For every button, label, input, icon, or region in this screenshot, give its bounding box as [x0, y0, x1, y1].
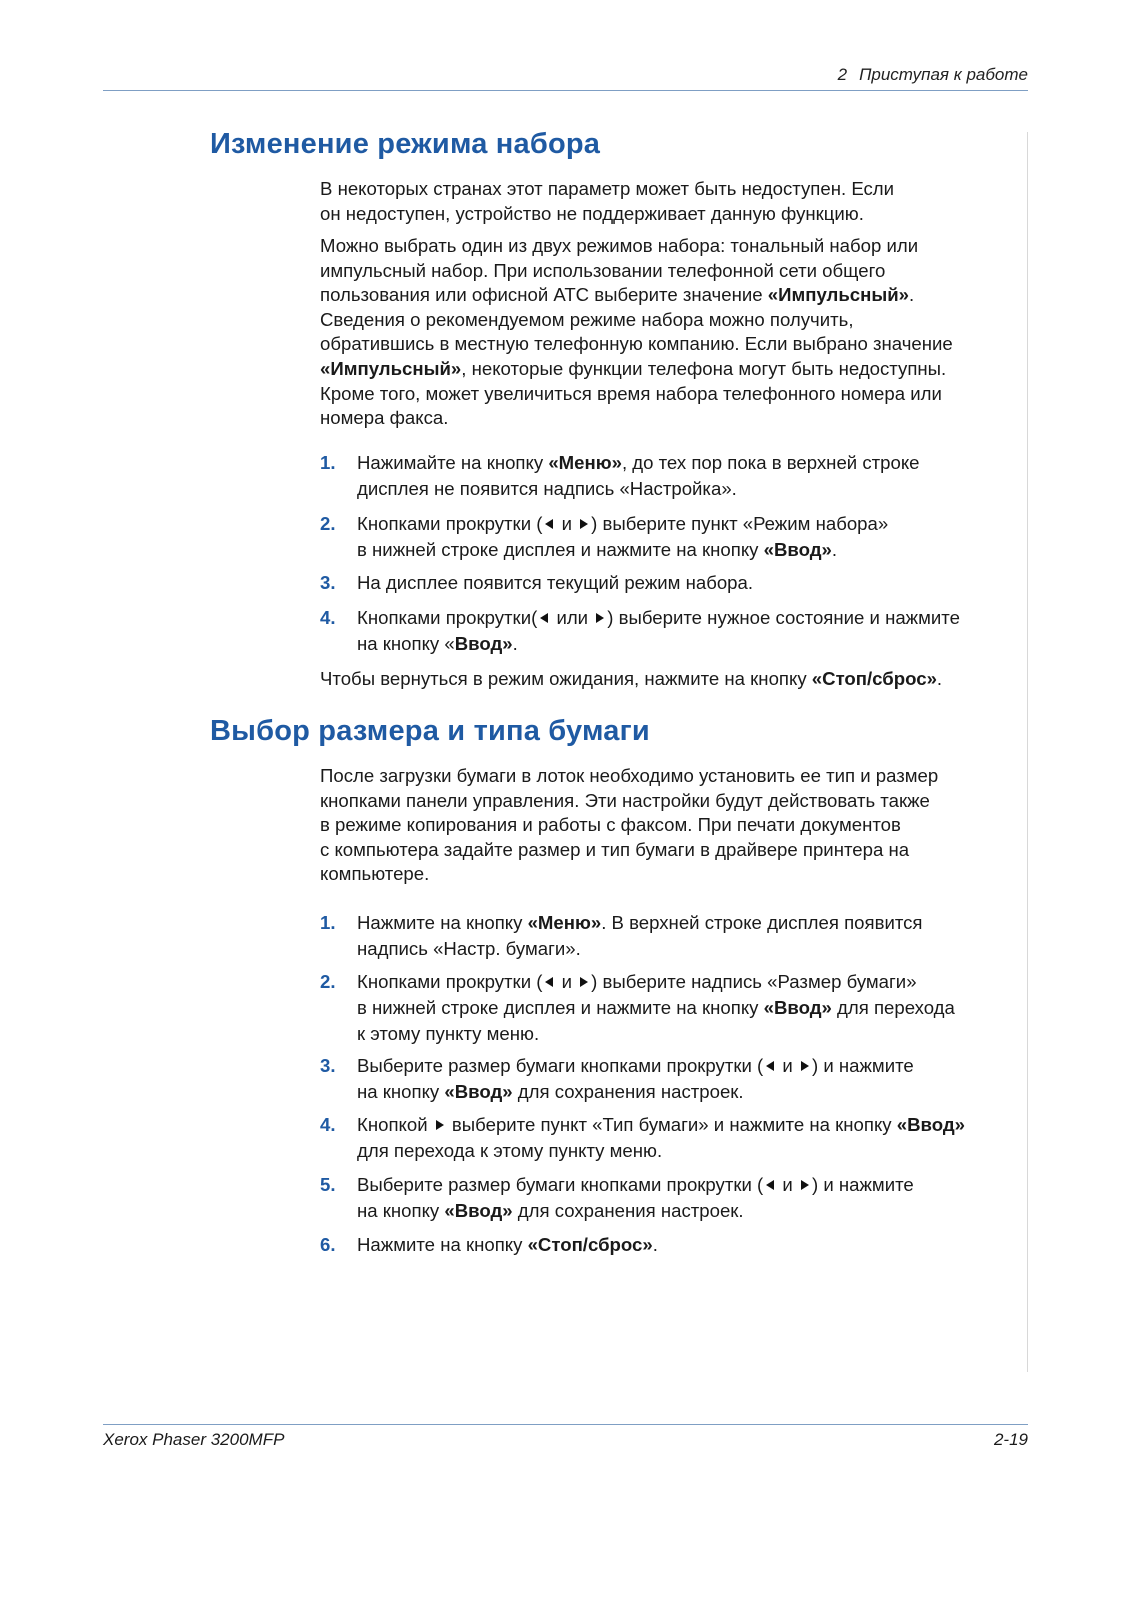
text-run: .: [831, 539, 838, 560]
footer-product: Xerox Phaser 3200MFP: [103, 1430, 285, 1449]
step-text: [357, 969, 1037, 1047]
text-line: он недоступен, устройство не поддерживает данную функцию.: [320, 202, 864, 224]
text-run: и: [777, 1174, 798, 1195]
step-number: 5.: [320, 1174, 336, 1195]
bold-term: «Меню»: [548, 452, 622, 473]
bold-term: «Стоп/сброс»: [811, 668, 937, 689]
right-arrow-icon: [580, 519, 588, 529]
left-arrow-icon: [766, 1061, 774, 1071]
text-run: Чтобы вернуться в режим ожидания, нажмите на кнопку: [320, 668, 812, 689]
text-line: дисплея не появится надпись «Настройка».: [357, 478, 737, 499]
text-line: [320, 357, 1030, 382]
text-run: , некоторые функции телефона могут быть недоступны.: [461, 357, 947, 379]
step-number: 4.: [320, 1114, 336, 1135]
text-line: Можно выбрать один из двух режимов набора: тональный набор или: [320, 235, 919, 256]
step-number: 2.: [320, 971, 336, 992]
step-number: 3.: [320, 572, 336, 593]
step-number: 1.: [320, 452, 336, 473]
text-run: в нижней строке дисплея и нажмите на кнопку: [357, 997, 764, 1018]
text-line: с компьютера задайте размер и тип бумаги в драйвере принтера на: [320, 838, 910, 860]
section1-paragraph-2: [320, 234, 1030, 431]
text-run: , до тех пор пока в верхней строке: [621, 452, 920, 473]
text-run: или: [551, 607, 594, 628]
right-arrow-icon: [580, 977, 588, 987]
bold-term: «Импульсный»: [320, 357, 462, 379]
text-line: номера факса.: [320, 407, 449, 429]
chapter-number: 2: [837, 65, 848, 84]
text-run: ) и нажмите: [811, 1055, 914, 1076]
text-run: Кнопкой: [357, 1114, 433, 1135]
right-arrow-icon: [801, 1061, 809, 1071]
text-run: и: [777, 1055, 798, 1076]
bold-term: «Ввод»: [763, 997, 832, 1018]
footer-rule: [103, 1424, 1028, 1425]
step-number: 1.: [320, 912, 336, 933]
text-run: пользования или офисной АТС выберите значение: [320, 284, 768, 306]
step-text: [357, 1172, 1037, 1224]
left-arrow-icon: [540, 613, 548, 623]
text-run: Выберите размер бумаги кнопками прокрутки (: [357, 1174, 764, 1195]
header-rule: [103, 90, 1028, 91]
bold-term: «Импульсный»: [767, 284, 910, 306]
step-text: [357, 605, 1037, 657]
left-arrow-icon: [766, 1180, 774, 1190]
text-line: кнопками панели управления. Эти настройки будут действовать также: [320, 789, 930, 811]
text-run: Выберите размер бумаги кнопками прокрутки (: [357, 1055, 764, 1076]
right-arrow-icon: [436, 1120, 444, 1130]
text-line: к этому пункту меню.: [357, 1023, 540, 1044]
text-run: ) выберите надпись «Размер бумаги»: [591, 971, 917, 992]
text-run: ) и нажмите: [811, 1174, 914, 1195]
section1-paragraph-1: [320, 177, 1030, 226]
text-run: для перехода: [831, 997, 955, 1018]
chapter-title: Приступая к работе: [859, 65, 1028, 84]
text-line: После загрузки бумаги в лоток необходимо установить ее тип и размер: [320, 765, 939, 786]
bold-term: «Стоп/сброс»: [527, 1234, 653, 1255]
bold-term: «Ввод»: [444, 1200, 513, 1221]
bold-term: Ввод»: [454, 633, 513, 654]
text-run: и: [556, 971, 578, 992]
text-run: Нажимайте на кнопку: [357, 452, 549, 473]
text-line: В некоторых странах этот параметр может быть недоступен. Если: [320, 178, 895, 199]
step-text: [357, 910, 1037, 962]
text-run: в нижней строке дисплея и нажмите на кнопку: [357, 539, 764, 560]
text-run: Кнопками прокрутки (: [357, 971, 543, 992]
step-number: 4.: [320, 607, 336, 628]
text-run: Нажмите на кнопку: [357, 1234, 528, 1255]
text-run: и: [556, 513, 578, 534]
step-text: [357, 450, 1037, 502]
text-run: Кнопками прокрутки(: [357, 607, 538, 628]
section2-paragraph-1: [320, 764, 1030, 887]
text-run: Кнопками прокрутки (: [357, 513, 543, 534]
bold-term: «Ввод»: [444, 1081, 513, 1102]
section-title-paper-size-type: Выбор размера и типа бумаги: [210, 715, 650, 747]
left-arrow-icon: [545, 977, 553, 987]
section-title-dial-mode: Изменение режима набора: [210, 128, 601, 160]
text-line: для перехода к этому пункту меню.: [357, 1140, 663, 1161]
step-text: [357, 1232, 1037, 1258]
text-run: .: [909, 284, 915, 306]
text-run: выберите пункт «Тип бумаги» и нажмите на кнопку: [446, 1114, 897, 1135]
text-run: .: [512, 633, 518, 654]
step-number: 6.: [320, 1234, 336, 1255]
text-run: . В верхней строке дисплея появится: [601, 912, 923, 933]
bold-term: «Меню»: [527, 912, 602, 933]
text-run: ) выберите пункт «Режим набора»: [591, 513, 889, 534]
text-run: для сохранения настроек.: [512, 1200, 744, 1221]
text-run: .: [652, 1234, 658, 1255]
step-text: [357, 570, 1037, 596]
text-line: надпись «Настр. бумаги».: [357, 938, 581, 959]
text-line: импульсный набор. При использовании телефонной сети общего: [320, 259, 886, 281]
text-run: на кнопку: [357, 1081, 445, 1102]
text-run: Нажмите на кнопку: [357, 912, 528, 933]
bold-term: «Ввод»: [763, 539, 832, 560]
step-text: [357, 1053, 1037, 1105]
step-text: [357, 511, 1037, 563]
text-line: компьютере.: [320, 863, 430, 885]
footer-page-number: 2-19: [993, 1430, 1028, 1449]
text-line: [320, 283, 1030, 308]
step-number: 2.: [320, 513, 336, 534]
running-header: [838, 65, 1028, 85]
text-run: для сохранения настроек.: [512, 1081, 744, 1102]
text-run: ) выберите нужное состояние и нажмите: [607, 607, 960, 628]
section1-outro: [320, 667, 1030, 692]
left-arrow-icon: [545, 519, 553, 529]
text-line: Сведения о рекомендуемом режиме набора можно получить,: [320, 308, 854, 330]
text-line: На дисплее появится текущий режим набора.: [357, 572, 754, 593]
text-line: в режиме копирования и работы с факсом. При печати документов: [320, 814, 901, 836]
right-arrow-icon: [596, 613, 604, 623]
bold-term: «Ввод»: [896, 1114, 965, 1135]
text-run: на кнопку: [357, 1200, 445, 1221]
text-line: Кроме того, может увеличиться время набора телефонного номера или: [320, 382, 942, 404]
step-number: 3.: [320, 1055, 336, 1076]
text-run: .: [936, 668, 943, 689]
right-arrow-icon: [801, 1180, 809, 1190]
text-line: обратившись в местную телефонную компанию. Если выбрано значение: [320, 333, 953, 355]
step-text: [357, 1112, 1037, 1164]
text-run: на кнопку «: [357, 633, 455, 654]
